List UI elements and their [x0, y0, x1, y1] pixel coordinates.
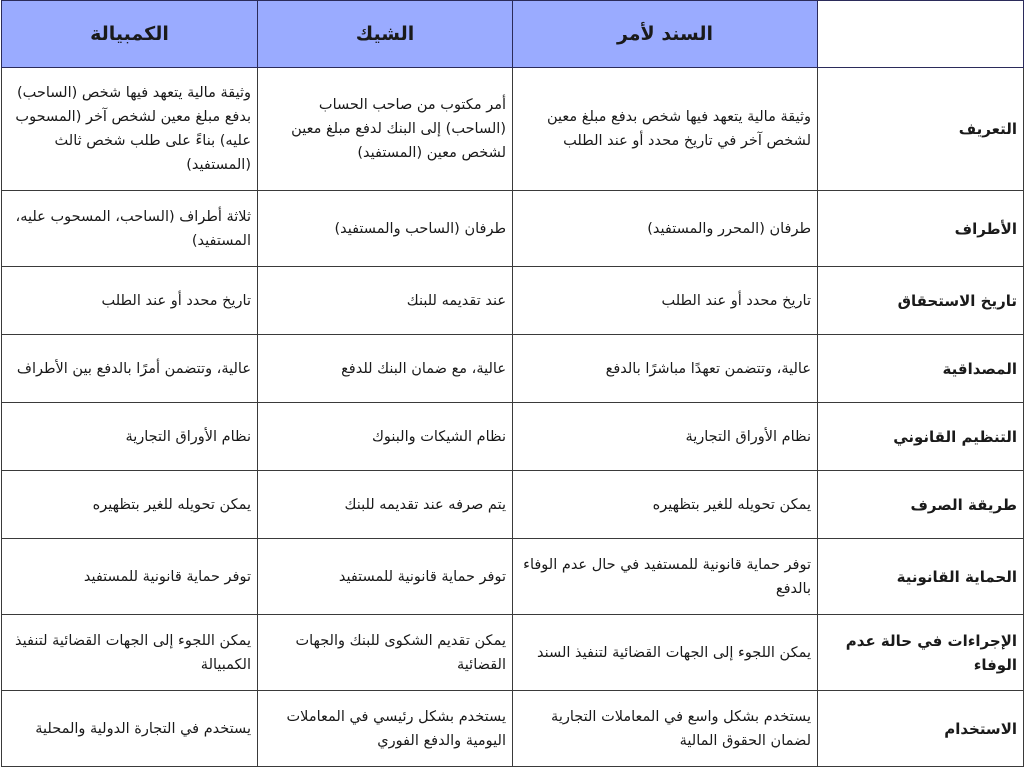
row-label: الحماية القانونية — [818, 539, 1024, 615]
table-row-due-date — [2, 267, 1024, 335]
table-row-usage — [2, 691, 1024, 767]
cell-promissory-note: توفر حماية قانونية للمستفيد في حال عدم الوفاء بالدفع — [513, 539, 818, 615]
comparison-table — [1, 0, 1024, 767]
table-row-legal-regulation — [2, 403, 1024, 471]
cell-cheque: نظام الشيكات والبنوك — [258, 403, 513, 471]
cell-promissory-note: نظام الأوراق التجارية — [513, 403, 818, 471]
cell-cheque: عند تقديمه للبنك — [258, 267, 513, 335]
cell-bill-of-exchange: عالية، وتتضمن أمرًا بالدفع بين الأطراف — [2, 335, 258, 403]
table-row-definition — [2, 68, 1024, 191]
table-row-payment-method — [2, 471, 1024, 539]
cell-cheque: يمكن تقديم الشكوى للبنك والجهات القضائية — [258, 615, 513, 691]
cell-bill-of-exchange: يمكن اللجوء إلى الجهات القضائية لتنفيذ الكمبيالة — [2, 615, 258, 691]
table-row-credibility — [2, 335, 1024, 403]
row-label: الإجراءات في حالة عدم الوفاء — [818, 615, 1024, 691]
cell-bill-of-exchange: نظام الأوراق التجارية — [2, 403, 258, 471]
cell-bill-of-exchange: يستخدم في التجارة الدولية والمحلية — [2, 691, 258, 767]
header-blank-cell — [818, 1, 1024, 68]
table-row-legal-protection — [2, 539, 1024, 615]
cell-promissory-note: يستخدم بشكل واسع في المعاملات التجارية لضمان الحقوق المالية — [513, 691, 818, 767]
header-cheque: الشيك — [258, 1, 513, 68]
row-label: الأطراف — [818, 191, 1024, 267]
cell-promissory-note: عالية، وتتضمن تعهدًا مباشرًا بالدفع — [513, 335, 818, 403]
cell-cheque: عالية، مع ضمان البنك للدفع — [258, 335, 513, 403]
cell-bill-of-exchange: وثيقة مالية يتعهد فيها شخص (الساحب) بدفع مبلغ معين لشخص آخر (المسحوب عليه) بناءً على طلب شخص ثالث (المستفيد) — [2, 68, 258, 191]
row-label: تاريخ الاستحقاق — [818, 267, 1024, 335]
row-label: التنظيم القانوني — [818, 403, 1024, 471]
cell-cheque: توفر حماية قانونية للمستفيد — [258, 539, 513, 615]
cell-bill-of-exchange: يمكن تحويله للغير بتظهيره — [2, 471, 258, 539]
row-label: الاستخدام — [818, 691, 1024, 767]
cell-cheque: طرفان (الساحب والمستفيد) — [258, 191, 513, 267]
table-row-default-procedures — [2, 615, 1024, 691]
row-label: طريقة الصرف — [818, 471, 1024, 539]
header-bill-of-exchange: الكمبيالة — [2, 1, 258, 68]
cell-cheque: يستخدم بشكل رئيسي في المعاملات اليومية والدفع الفوري — [258, 691, 513, 767]
cell-promissory-note: طرفان (المحرر والمستفيد) — [513, 191, 818, 267]
cell-bill-of-exchange: ثلاثة أطراف (الساحب، المسحوب عليه، المستفيد) — [2, 191, 258, 267]
cell-cheque: أمر مكتوب من صاحب الحساب (الساحب) إلى البنك لدفع مبلغ معين لشخص معين (المستفيد) — [258, 68, 513, 191]
header-row — [2, 1, 1024, 68]
cell-promissory-note: وثيقة مالية يتعهد فيها شخص بدفع مبلغ معين لشخص آخر في تاريخ محدد أو عند الطلب — [513, 68, 818, 191]
cell-bill-of-exchange: تاريخ محدد أو عند الطلب — [2, 267, 258, 335]
cell-cheque: يتم صرفه عند تقديمه للبنك — [258, 471, 513, 539]
table-row-parties — [2, 191, 1024, 267]
row-label: التعريف — [818, 68, 1024, 191]
cell-promissory-note: يمكن اللجوء إلى الجهات القضائية لتنفيذ السند — [513, 615, 818, 691]
cell-promissory-note: تاريخ محدد أو عند الطلب — [513, 267, 818, 335]
header-promissory-note: السند لأمر — [513, 1, 818, 68]
cell-promissory-note: يمكن تحويله للغير بتظهيره — [513, 471, 818, 539]
row-label: المصداقية — [818, 335, 1024, 403]
cell-bill-of-exchange: توفر حماية قانونية للمستفيد — [2, 539, 258, 615]
